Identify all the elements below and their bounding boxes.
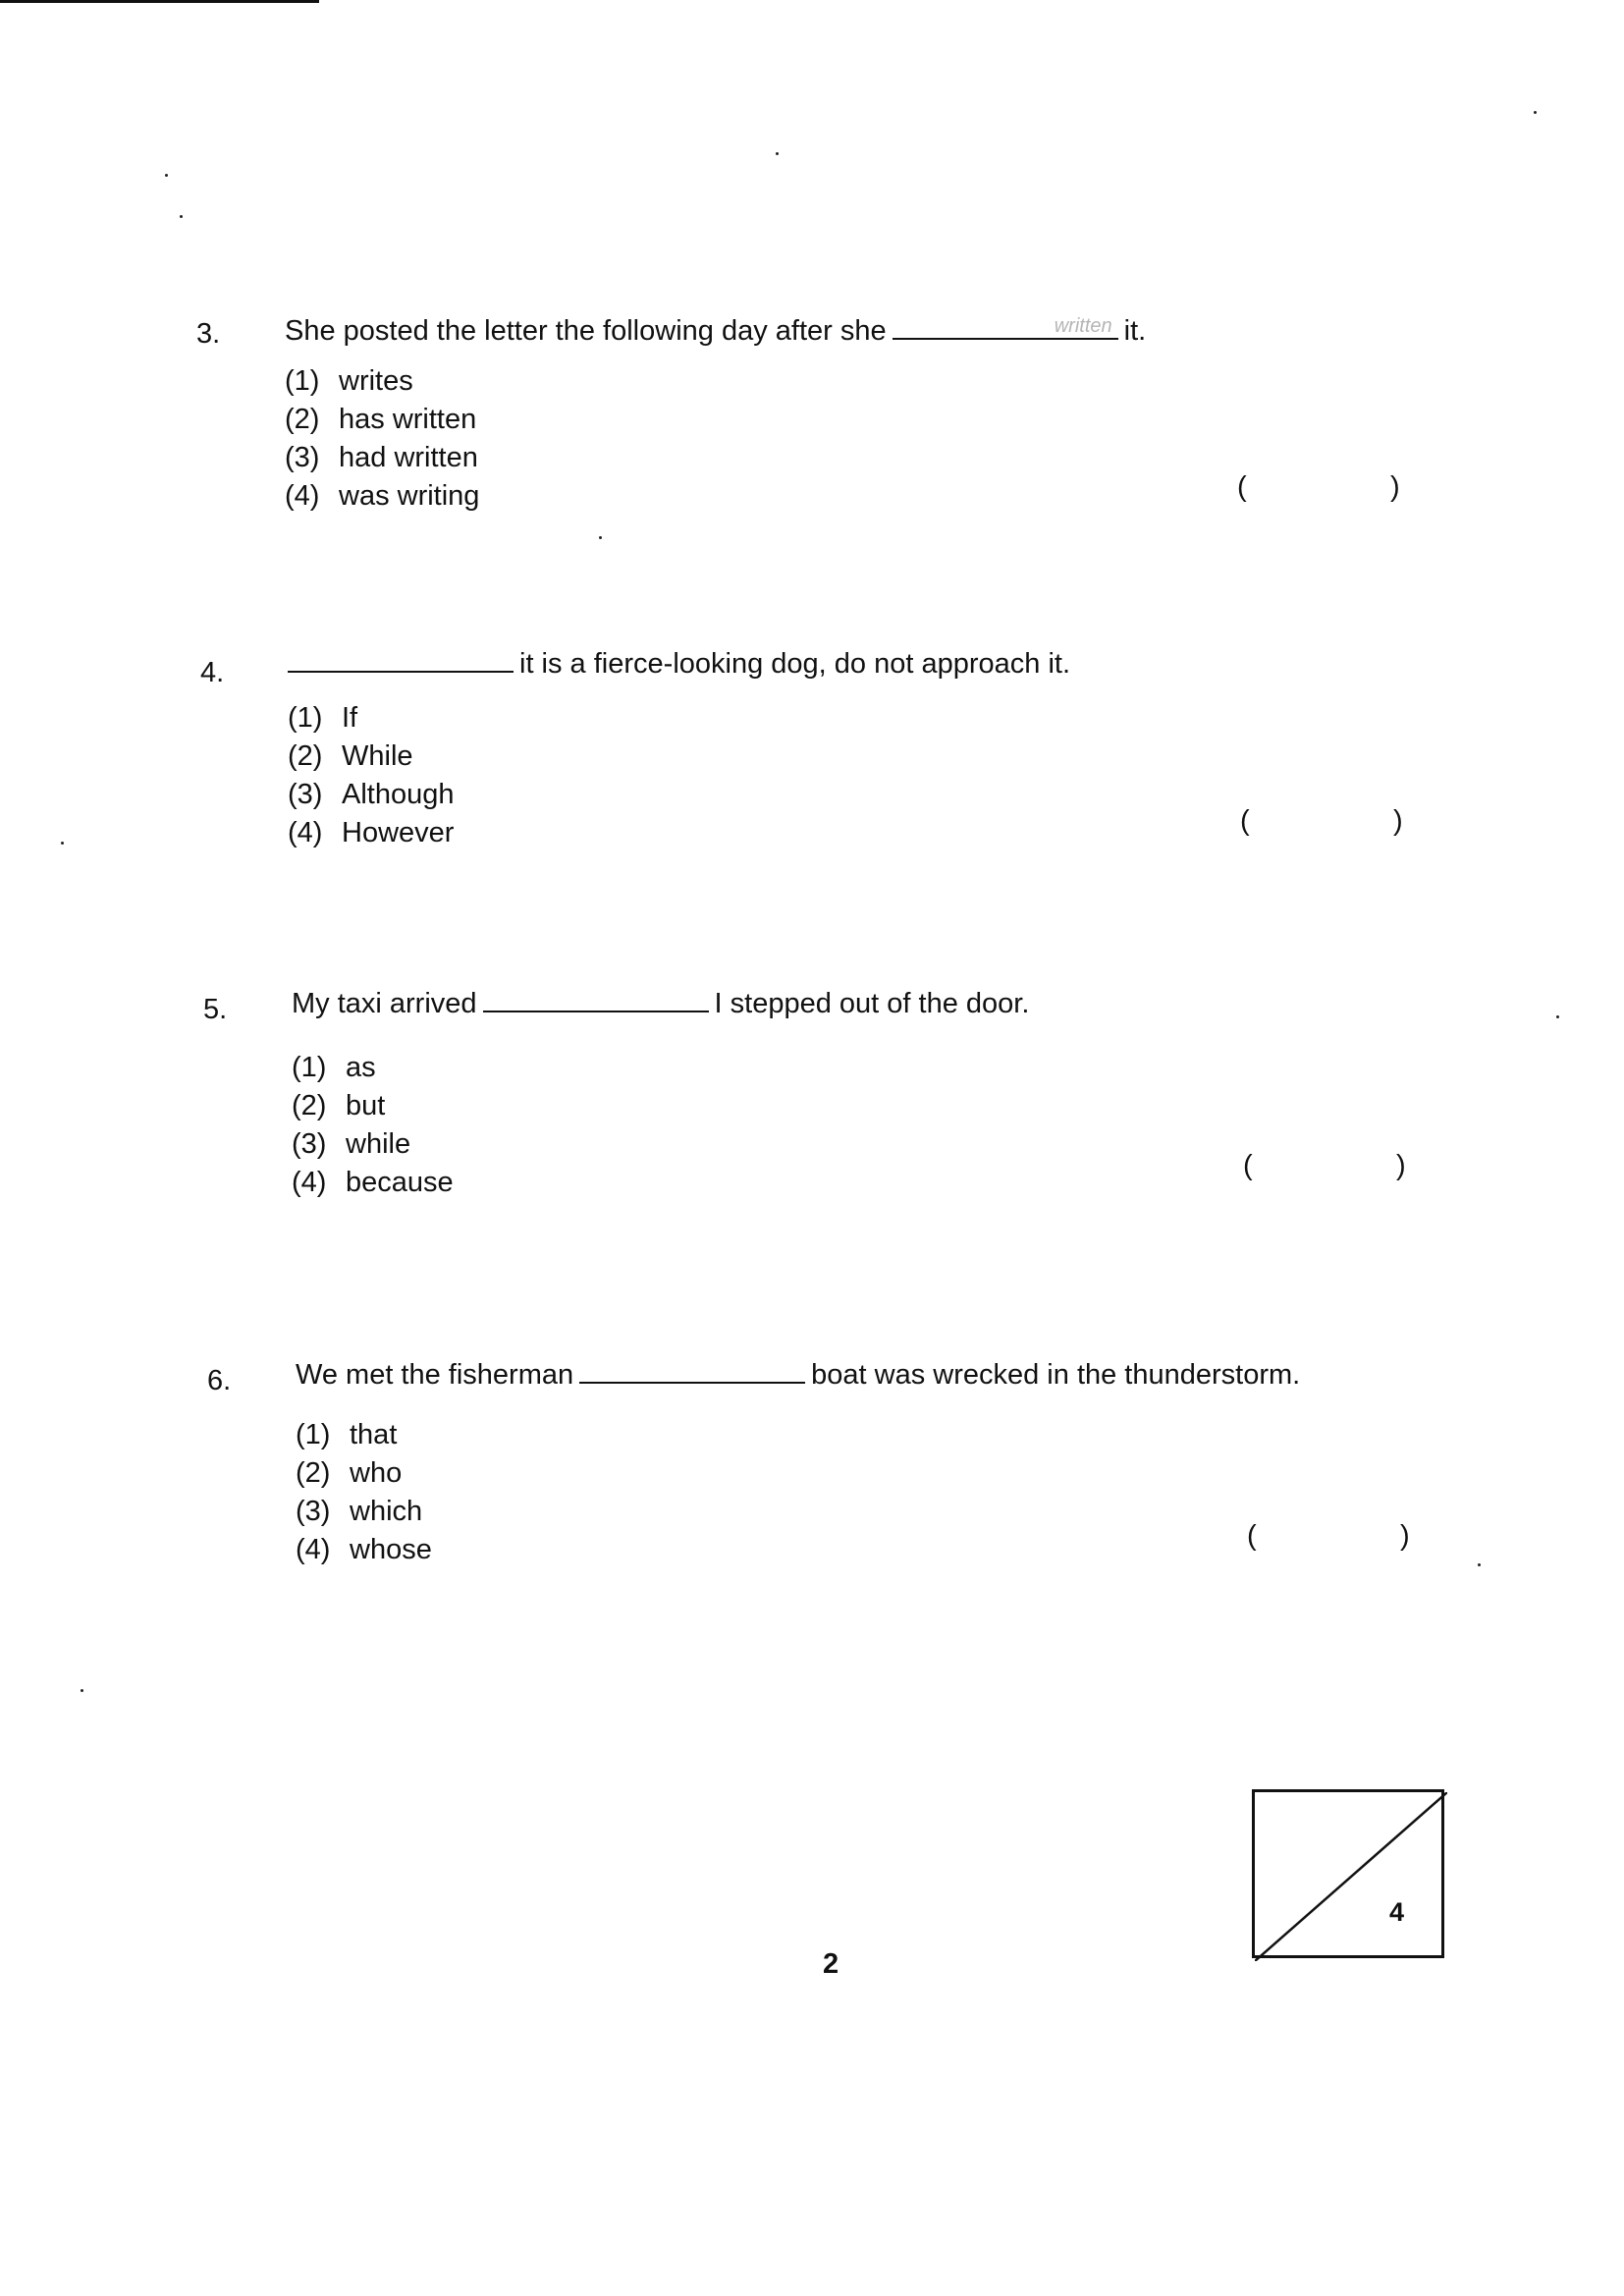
option-3[interactable]: (3) had written [285,442,478,473]
option-2[interactable]: (2) but [292,1090,386,1121]
question-text-before: My taxi arrived [292,988,477,1019]
diagonal-line [1255,1792,1447,1961]
question-text-before: She posted the letter the following day after she [285,315,887,347]
page-number: 2 [823,1948,839,1980]
option-2[interactable]: (2) While [288,740,413,772]
options-list [292,1049,454,1202]
option-3[interactable]: (3) Although [288,779,455,810]
answer-paren-open: ( [1240,805,1250,837]
question-text-before: We met the fisherman [296,1359,574,1391]
question-number: 6. [207,1365,232,1396]
answer-paren-close: ) [1390,471,1400,503]
score-box-mark: 4 [1388,1897,1404,1927]
question-text-after: it is a fierce-looking dog, do not approach it. [519,648,1070,680]
answer-blank [288,645,514,673]
scan-speck [165,174,168,177]
top-rule [0,0,319,3]
option-2[interactable]: (2) who [296,1457,403,1489]
question-6 [0,1345,1624,1601]
answer-blank [579,1356,805,1384]
question-text [296,1356,1300,1392]
option-4[interactable]: (4) because [292,1167,454,1198]
question-text [292,985,1029,1020]
option-4[interactable]: (4) was writing [285,480,480,512]
question-5 [0,979,1624,1234]
score-box [1252,1789,1444,1958]
answer-paren-open: ( [1237,471,1247,503]
options-list [288,699,455,852]
answer-blank [893,312,1118,340]
option-3[interactable]: (3) which [296,1496,423,1527]
answer-blank [483,985,709,1012]
score-box-diagonal [1255,1792,1447,1961]
scan-speck [776,152,779,155]
options-list [285,362,479,516]
question-text [285,312,1146,348]
faint-handwriting: written [1054,315,1112,337]
question-number: 5. [203,994,228,1025]
option-3[interactable]: (3) while [292,1128,411,1160]
option-1[interactable]: (1) If [288,702,358,734]
answer-paren-close: ) [1393,805,1403,837]
answer-paren-close: ) [1400,1520,1410,1552]
question-number: 4. [200,657,225,688]
options-list [296,1416,432,1569]
scan-speck [81,1689,83,1692]
question-text-after: it. [1123,315,1147,347]
answer-paren-open: ( [1247,1520,1257,1552]
option-4[interactable]: (4) whose [296,1534,432,1565]
option-1[interactable]: (1) as [292,1052,376,1083]
answer-paren-open: ( [1243,1150,1253,1181]
question-text [288,645,1070,681]
option-2[interactable]: (2) has written [285,404,477,435]
question-4 [0,633,1624,889]
option-4[interactable]: (4) However [288,817,455,848]
scan-speck [180,215,183,218]
answer-paren-close: ) [1396,1150,1406,1181]
option-1[interactable]: (1) that [296,1419,398,1450]
question-text-after: I stepped out of the door. [714,988,1030,1019]
question-3 [0,295,1624,550]
question-number: 3. [196,318,221,350]
option-1[interactable]: (1) writes [285,365,413,397]
question-text-after: boat was wrecked in the thunderstorm. [811,1359,1301,1391]
scan-speck [1534,111,1537,114]
